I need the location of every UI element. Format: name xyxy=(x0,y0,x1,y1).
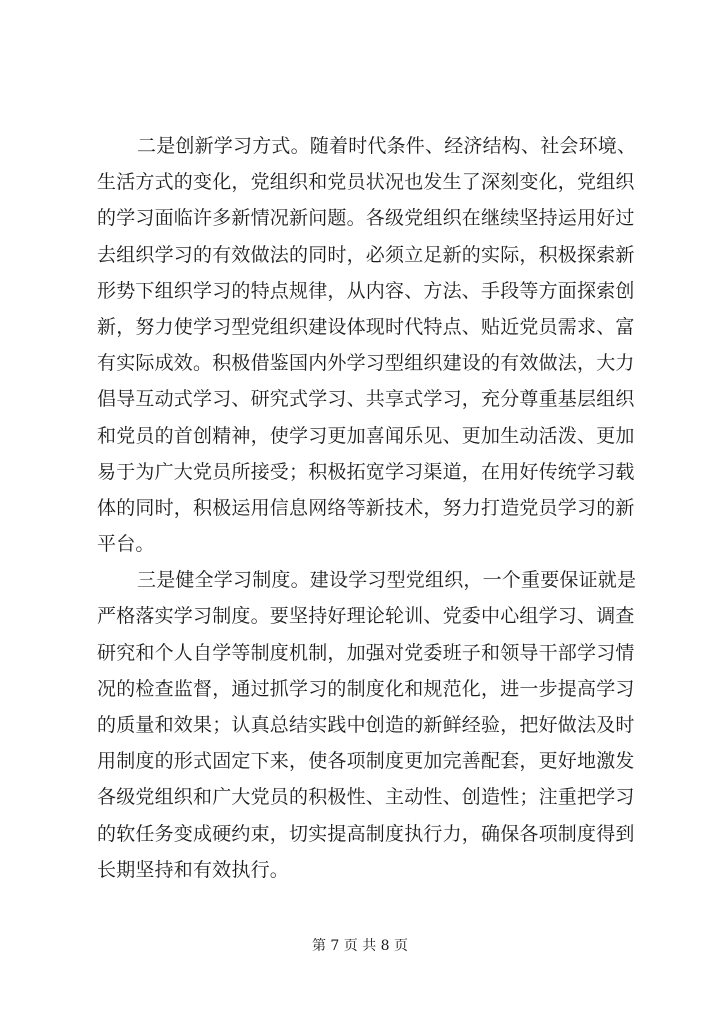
paragraph-line: 平台。 xyxy=(97,533,155,556)
paragraph-line: 研究和个人自学等制度机制，加强对党委班子和领导干部学习情 xyxy=(97,641,635,664)
paragraph-line: 各级党组织和广大党员的积极性、主动性、创造性；注重把学习 xyxy=(97,786,635,809)
paragraph-line: 体的同时，积极运用信息网络等新技术，努力打造党员学习的新 xyxy=(97,496,635,519)
paragraph-line: 形势下组织学习的特点规律，从内容、方法、手段等方面探索创 xyxy=(97,279,635,302)
paragraph-line: 的学习面临许多新情况新问题。各级党组织在继续坚持运用好过 xyxy=(97,207,635,230)
paragraph-line: 倡导互动式学习、研究式学习、共享式学习，充分尊重基层组织 xyxy=(97,388,635,411)
paragraph-line: 新，努力使学习型党组织建设体现时代特点、贴近党员需求、富 xyxy=(97,315,635,338)
paragraph-line: 长期坚持和有效执行。 xyxy=(97,858,290,881)
paragraph-line: 三是健全学习制度。建设学习型党组织，一个重要保证就是 xyxy=(137,569,637,592)
paragraph-line: 用制度的形式固定下来，使各项制度更加完善配套，更好地激发 xyxy=(97,750,635,773)
paragraph-line: 况的检查监督，通过抓学习的制度化和规范化，进一步提高学习 xyxy=(97,677,635,700)
paragraph-line: 的软任务变成硬约束，切实提高制度执行力，确保各项制度得到 xyxy=(97,822,635,845)
paragraph-line: 严格落实学习制度。要坚持好理论轮训、党委中心组学习、调查 xyxy=(97,605,635,628)
body-text xyxy=(97,128,649,888)
paragraph-line: 的质量和效果；认真总结实践中创造的新鲜经验，把好做法及时 xyxy=(97,714,635,736)
paragraph-line: 生活方式的变化，党组织和党员状况也发生了深刻变化，党组织 xyxy=(97,171,635,194)
paragraph-improve-system xyxy=(97,562,649,888)
paragraph-line: 去组织学习的有效做法的同时，必须立足新的实际，积极探索新 xyxy=(97,243,635,266)
page-footer: 第 7 页 共 8 页 xyxy=(311,938,409,954)
paragraph-line: 有实际成效。积极借鉴国内外学习型组织建设的有效做法，大力 xyxy=(97,352,635,375)
paragraph-line: 易于为广大党员所接受；积极拓宽学习渠道，在用好传统学习载 xyxy=(97,460,635,483)
paragraph-line: 和党员的首创精神，使学习更加喜闻乐见、更加生动活泼、更加 xyxy=(97,424,635,447)
paragraph-innovate-learning xyxy=(97,128,649,562)
paragraph-line: 二是创新学习方式。随着时代条件、经济结构、社会环境、 xyxy=(137,135,637,157)
